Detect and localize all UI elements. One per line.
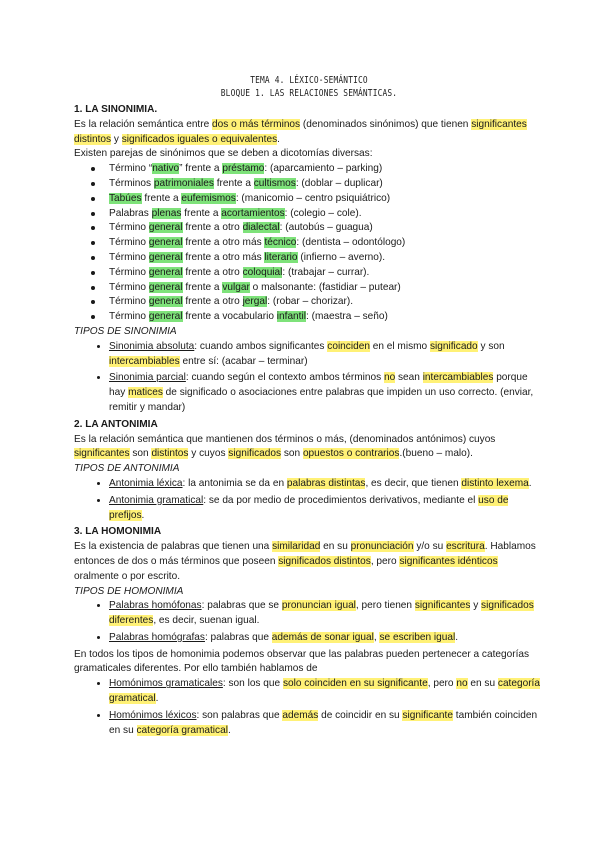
text-run: . (155, 693, 159, 705)
list-item (91, 221, 544, 236)
underlined-term: Sinonimia absoluta (109, 340, 195, 352)
highlight-green: nativo (152, 163, 180, 175)
highlight-yellow: categoría gramatical (109, 678, 540, 705)
tipos-homonimia-list (74, 599, 544, 645)
text-run: oralmente o por escrito. (74, 570, 181, 582)
text-run: : (autobús – guagua) (279, 222, 373, 234)
text-run: frente a otro (182, 266, 243, 278)
sinonimia-definition (74, 118, 544, 148)
text-run: . Hablamos entonces de dos o más términos que poseen (74, 541, 536, 567)
highlight-green: técnico (264, 237, 297, 249)
text-run: sean (395, 372, 423, 384)
highlight-green: infantil (276, 311, 306, 323)
text-run: : se da por medio de procedimientos derivativos, mediante el (203, 494, 479, 506)
list-item (109, 677, 544, 707)
text-run: : palabras que se (201, 600, 282, 612)
bullet-icon (91, 286, 95, 290)
homonimia-categorias-text: En todos los tipos de homonimia podemos observar que las palabras pueden pertenecer a categorías gramaticales diferentes. Por ello también hablamos de (74, 648, 530, 675)
text-run: y cuyos (188, 448, 229, 460)
homonimos-list (74, 677, 544, 738)
highlight-yellow: significados iguales o equivalentes (121, 133, 278, 145)
highlight-yellow: pronuncian igual (281, 600, 356, 612)
document-subtitle: BLOQUE 1. LAS RELACIONES SEMÁNTICAS. (220, 88, 398, 99)
highlight-yellow: uso de prefijos (109, 494, 509, 521)
highlight-green: general (148, 281, 183, 293)
text-run: , pero (370, 555, 400, 567)
text-run: . (528, 477, 532, 489)
tipos-sinonimia-heading: TIPOS DE SINONIMIA (74, 325, 177, 337)
text-run: . (277, 133, 280, 145)
text-run: Término (109, 311, 149, 323)
highlight-yellow: no (456, 678, 468, 690)
text-run: , (373, 631, 380, 643)
highlight-green: general (148, 311, 183, 323)
text-run: : (robar – chorizar). (267, 296, 354, 308)
text-run: Término (109, 266, 149, 278)
highlight-yellow: solo coinciden en su significante (282, 678, 428, 690)
section-heading-sinonimia: 1. LA SINONIMIA. (74, 104, 158, 115)
highlight-yellow: significado (429, 340, 478, 352)
highlight-green: cultismos (253, 177, 296, 189)
list-item (91, 281, 544, 296)
highlight-yellow: pronunciación (350, 541, 414, 553)
highlight-green: general (148, 251, 183, 263)
highlight-yellow: significante (402, 709, 453, 721)
highlight-green: literario (264, 251, 298, 263)
text-run: porque hay (109, 372, 528, 399)
text-run: en su (320, 541, 351, 553)
text-run: Término (109, 222, 149, 234)
text-run: : (aparcamiento – parking) (264, 163, 383, 175)
text-run: Término (109, 281, 149, 293)
highlight-yellow: dos o más términos (212, 118, 301, 130)
highlight-green: plenas (151, 207, 182, 219)
text-run: frente a otro (182, 296, 243, 308)
bullet-icon (91, 226, 95, 230)
document-page (74, 72, 544, 740)
underlined-term: Homónimos gramaticales (109, 678, 223, 690)
highlight-green: patrimoniales (153, 177, 214, 189)
highlight-green: general (148, 237, 183, 249)
highlight-yellow: significantes (74, 448, 130, 460)
text-run: , pero tienen (355, 600, 415, 612)
text-run: : (manicomio – centro psiquiátrico) (235, 192, 391, 204)
underlined-term: Antonimia léxica (109, 477, 183, 489)
list-item (91, 207, 544, 222)
list-item (91, 162, 544, 177)
text-run: son (129, 448, 152, 460)
bullet-icon (91, 271, 95, 275)
highlight-green: jergal (242, 296, 268, 308)
text-run: son (281, 448, 303, 460)
highlight-yellow: se escriben igual (379, 631, 456, 643)
text-run: , pero (427, 678, 457, 690)
tipos-antonimia-list (74, 477, 544, 523)
section-heading-antonimia: 2. LA ANTONIMIA (74, 418, 158, 430)
list-item (109, 709, 544, 739)
highlight-yellow: además (282, 709, 319, 721)
highlight-yellow: significados (228, 448, 282, 460)
text-run: y (111, 133, 122, 145)
sinonimia-pairs-list (74, 162, 544, 325)
text-run: Término (109, 237, 149, 249)
text-run: : son los que (222, 678, 283, 690)
bullet-icon (91, 212, 95, 216)
highlight-green: eufemismos (181, 192, 236, 204)
text-run: : (doblar – duplicar) (295, 177, 383, 189)
highlight-yellow: significados diferentes (109, 600, 534, 627)
text-run: de coincidir en su (318, 709, 403, 721)
text-run: frente a otro (182, 222, 243, 234)
text-run: frente a otro más (182, 237, 265, 249)
text-run: .(bueno – malo). (399, 448, 473, 460)
text-run: de significado o asociaciones entre palabras que impiden un uso correcto. (enviar, remitir y mandar) (109, 387, 534, 413)
highlight-green: general (148, 266, 183, 278)
text-run: también coinciden en su (109, 709, 538, 736)
highlight-yellow: categoría gramatical (136, 724, 228, 736)
document-title: TEMA 4. LÉXICO-SEMÁNTICO (250, 75, 368, 86)
highlight-green: general (148, 296, 183, 308)
text-run: y/o su (413, 541, 447, 553)
highlight-yellow: escritura (446, 541, 485, 553)
text-run: Término (109, 296, 149, 308)
text-run: frente a (181, 207, 222, 219)
text-run: Es la relación semántica que mantienen dos términos o más, (denominados antónimos) cuyos (74, 433, 496, 445)
list-item (109, 477, 544, 492)
highlight-yellow: además de sonar igual (271, 631, 374, 643)
highlight-yellow: matices (128, 387, 163, 399)
highlight-yellow: distintos (151, 448, 189, 460)
highlight-green: dialectal (242, 222, 280, 234)
highlight-yellow: significantes distintos (74, 118, 527, 145)
list-item (91, 177, 544, 192)
list-item (91, 266, 544, 281)
list-item (109, 599, 544, 629)
bullet-icon (91, 300, 95, 304)
bullet-icon (91, 256, 95, 260)
antonimia-definition (74, 433, 544, 463)
text-run: : (dentista – odontólogo) (296, 237, 406, 249)
highlight-yellow: intercambiables (422, 372, 494, 384)
highlight-yellow: distinto lexema (461, 477, 529, 489)
text-run: : cuando ambos significantes (194, 340, 328, 352)
highlight-yellow: similaridad (272, 541, 321, 553)
text-run: frente a (182, 281, 223, 293)
text-run: y (470, 600, 482, 612)
highlight-green: vulgar (222, 281, 250, 293)
text-run: frente a (213, 177, 254, 189)
sinonimia-pairs-intro: Existen parejas de sinónimos que se deben a dicotomías diversas: (74, 148, 373, 160)
highlight-green: Tabúes (109, 192, 142, 204)
text-run: en el mismo (369, 340, 430, 352)
underlined-term: Palabras homófonas (109, 600, 202, 612)
text-run: ” frente a (179, 163, 223, 175)
list-item (91, 310, 544, 325)
text-run: . (141, 509, 145, 521)
text-run: : palabras que (204, 631, 272, 643)
text-run: : (trabajar – currar). (282, 266, 370, 278)
text-run: en su (467, 678, 498, 690)
bullet-icon (91, 241, 95, 245)
text-run: Es la relación semántica entre (74, 118, 213, 130)
highlight-yellow: significantes (414, 600, 471, 612)
list-item (91, 295, 544, 310)
bullet-icon (91, 167, 95, 171)
highlight-yellow: no (383, 372, 396, 384)
tipos-antonimia-heading: TIPOS DE ANTONIMIA (74, 463, 180, 475)
bullet-icon (91, 197, 95, 201)
text-run: : (maestra – seño) (305, 311, 388, 323)
highlight-yellow: significados distintos (278, 555, 371, 567)
list-item (109, 340, 544, 370)
text-run: Es la existencia de palabras que tienen una (74, 541, 273, 553)
text-run: entre sí: (acabar – terminar) (179, 355, 308, 367)
text-run: (infierno – averno). (297, 251, 386, 263)
text-run: frente a otro más (182, 251, 265, 263)
text-run: , es decir, suenan igual. (153, 615, 260, 627)
bullet-icon (91, 315, 95, 319)
highlight-green: préstamo (222, 163, 265, 175)
text-run: y son (477, 340, 505, 352)
text-run: : cuando según el contexto ambos términos (185, 372, 384, 384)
list-item (109, 494, 544, 524)
text-run: : la antonimia se da en (182, 477, 287, 489)
list-item (91, 192, 544, 207)
text-run: o malsonante: (fastidiar – putear) (249, 281, 401, 293)
section-heading-homonimia: 3. LA HOMONIMIA (74, 526, 162, 538)
tipos-homonimia-heading: TIPOS DE HOMONIMIA (74, 585, 184, 597)
text-run: : son palabras que (196, 709, 283, 721)
list-item (91, 251, 544, 266)
underlined-term: Palabras homógrafas (109, 631, 205, 643)
bullet-icon (91, 182, 95, 186)
highlight-green: acortamientos (221, 207, 285, 219)
text-run: : (colegio – cole). (284, 207, 362, 219)
text-run: Palabras (109, 207, 152, 219)
text-run: , es decir, que tienen (365, 477, 462, 489)
list-item (109, 371, 544, 415)
highlight-yellow: opuestos o contrarios (302, 448, 400, 460)
text-run: Término “ (109, 163, 153, 175)
underlined-term: Homónimos léxicos (109, 709, 197, 721)
tipos-sinonimia-list (74, 340, 544, 416)
highlight-yellow: intercambiables (109, 355, 180, 367)
highlight-yellow: palabras distintas (286, 477, 366, 489)
list-item (109, 631, 544, 646)
highlight-yellow: coinciden (327, 340, 370, 352)
underlined-term: Sinonimia parcial (109, 372, 186, 384)
text-run: . (455, 631, 459, 643)
highlight-yellow: significantes idénticos (399, 555, 498, 567)
highlight-green: coloquial (242, 266, 283, 278)
text-run: (denominados sinónimos) que tienen (300, 118, 472, 130)
text-run: . (227, 724, 231, 736)
list-item (91, 236, 544, 251)
homonimia-definition (74, 540, 544, 584)
underlined-term: Antonimia gramatical (109, 494, 204, 506)
text-run: frente a vocabulario (182, 311, 277, 323)
text-run: Términos (109, 177, 154, 189)
text-run: Término (109, 251, 149, 263)
text-run: frente a (141, 192, 182, 204)
highlight-green: general (148, 222, 183, 234)
